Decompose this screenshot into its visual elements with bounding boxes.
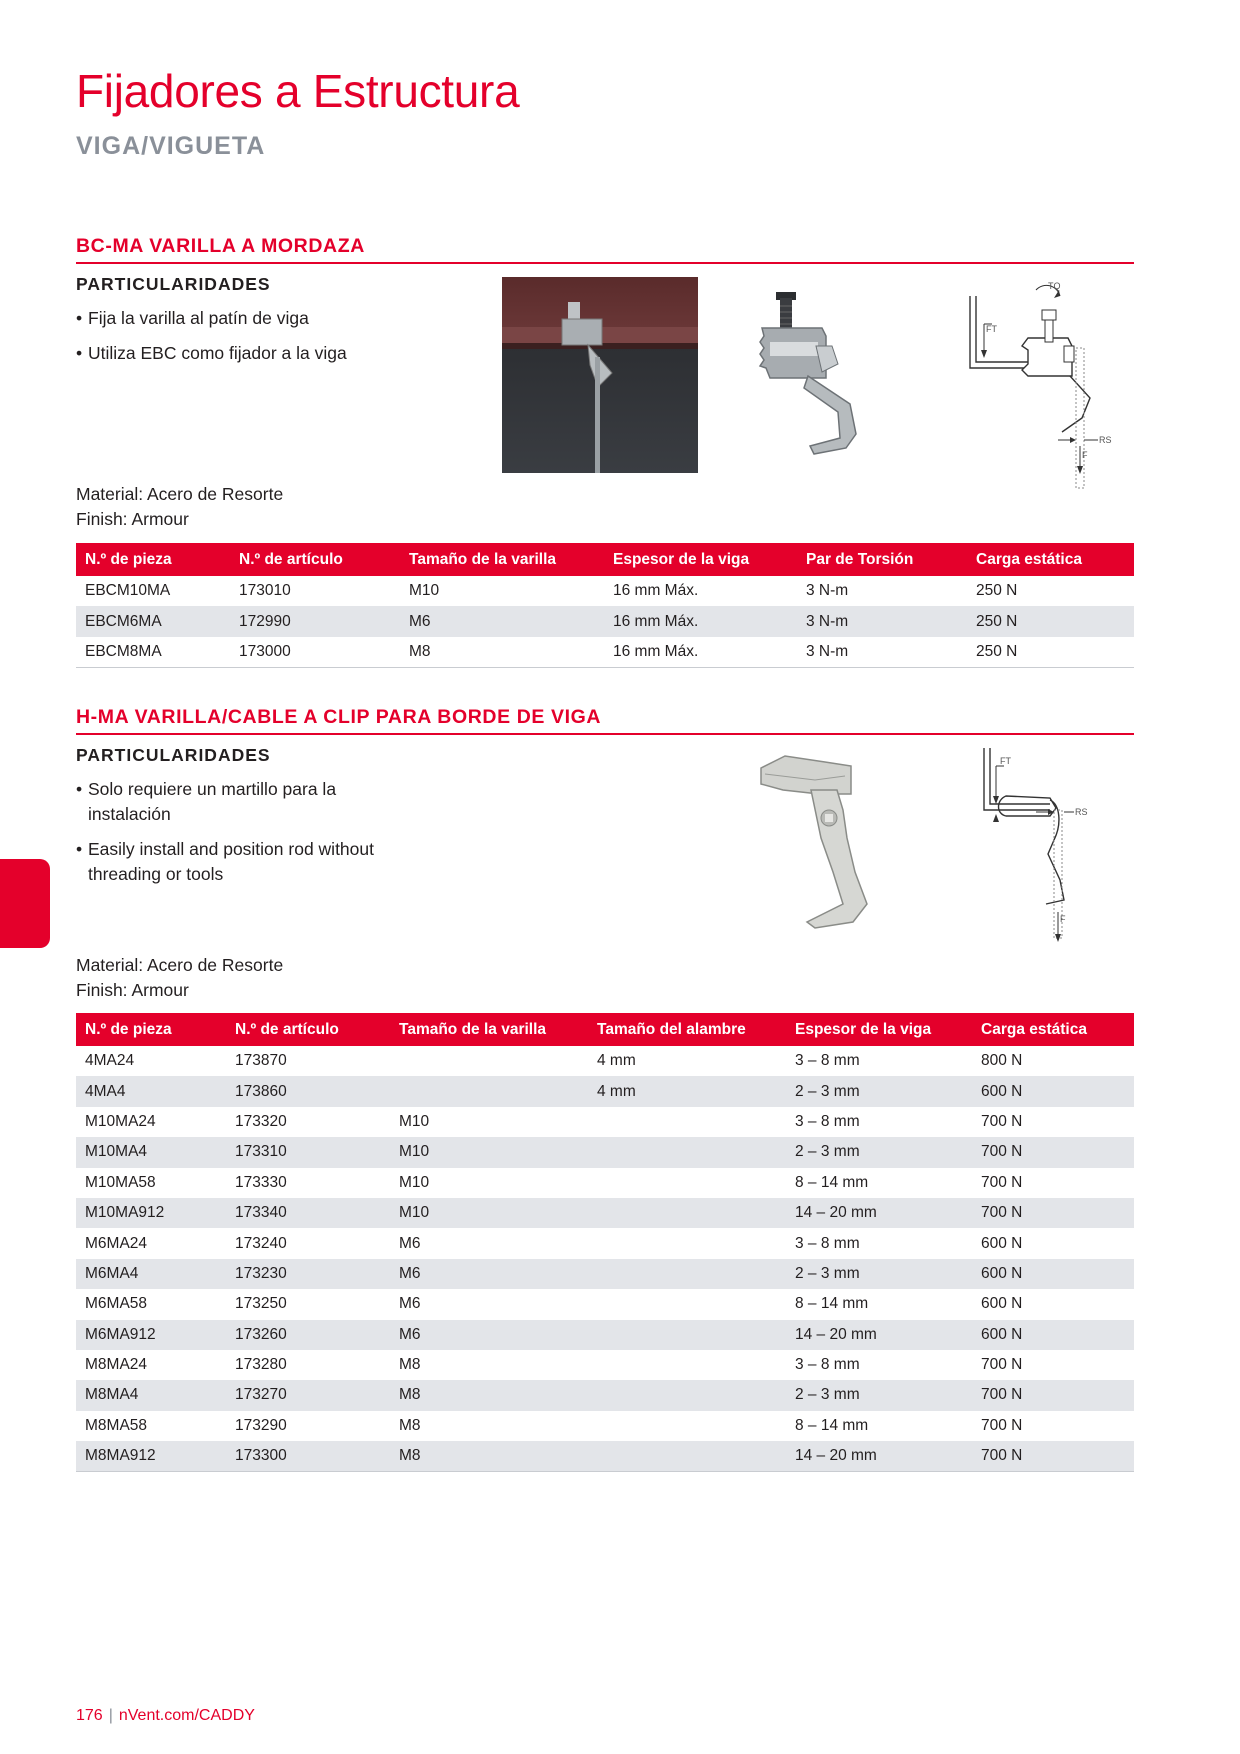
footer-link[interactable]: nVent.com/CADDY xyxy=(118,1707,255,1724)
diagram-label-ft: FT xyxy=(986,324,997,334)
table-header: N.º de artículo xyxy=(230,543,400,576)
table-cell: M8 xyxy=(399,1416,421,1434)
table-cell: 172990 xyxy=(230,606,400,636)
section2-spec-table xyxy=(76,1013,1134,1472)
table-cell: 4MA4 xyxy=(76,1076,226,1106)
table-cell: 4 mm xyxy=(588,1076,786,1106)
table-cell: 173240 xyxy=(235,1234,287,1252)
table-cell: 173280 xyxy=(235,1356,287,1374)
table-cell: 14 – 20 mm xyxy=(786,1441,972,1472)
table-cell: 3 – 8 mm xyxy=(795,1234,860,1252)
table-header: Tamaño de la varilla xyxy=(390,1013,588,1046)
table-cell: 173320 xyxy=(235,1112,287,1130)
table-row xyxy=(76,576,1134,606)
table-cell: M6 xyxy=(399,1295,421,1313)
table-cell: EBCM10MA xyxy=(85,582,171,600)
table-cell xyxy=(588,1350,786,1380)
table-header: Carga estática xyxy=(967,543,1134,576)
table-cell: M8 xyxy=(390,1441,588,1472)
table-cell: 3 – 8 mm xyxy=(795,1112,860,1130)
table-cell xyxy=(390,1046,588,1076)
page-footer xyxy=(76,1707,255,1725)
table-row xyxy=(76,1228,1134,1258)
table-cell: 600 N xyxy=(981,1234,1023,1252)
table-header: Espesor de la viga xyxy=(786,1013,972,1046)
table-cell: 173250 xyxy=(235,1295,287,1313)
table-cell xyxy=(588,1168,786,1198)
section2-feature-list xyxy=(76,777,376,897)
table-cell: M8MA912 xyxy=(76,1441,226,1472)
table-cell: 250 N xyxy=(967,606,1134,636)
table-cell: M8MA4 xyxy=(76,1380,226,1410)
table-cell: 600 N xyxy=(972,1259,1134,1289)
section1-spec-table xyxy=(76,543,1134,668)
table-cell: 173230 xyxy=(226,1259,390,1289)
beam-clamp-product-image xyxy=(752,288,864,460)
table-cell xyxy=(588,1380,786,1410)
table-cell xyxy=(588,1137,786,1167)
table-header: Tamaño de la varilla xyxy=(400,543,604,576)
table-cell: 4 mm xyxy=(597,1052,636,1070)
section1-finish: Finish: Armour xyxy=(76,509,189,529)
table-header: Carga estática xyxy=(972,1013,1134,1046)
table-row xyxy=(76,1350,1134,1380)
table-cell: 173290 xyxy=(235,1416,287,1434)
table-cell xyxy=(588,1411,786,1441)
table-cell: M8 xyxy=(400,637,604,668)
diagram-label-f: F xyxy=(1082,450,1088,460)
table-cell: M6MA24 xyxy=(85,1234,148,1252)
table-cell: 800 N xyxy=(981,1052,1023,1070)
table-cell: 173270 xyxy=(226,1380,390,1410)
table-cell xyxy=(390,1076,588,1106)
table-cell: 2 – 3 mm xyxy=(786,1259,972,1289)
table-row xyxy=(76,637,1134,668)
table-cell: 700 N xyxy=(981,1416,1023,1434)
table-cell: M10 xyxy=(399,1112,430,1130)
table-cell: M8 xyxy=(390,1380,588,1410)
table-row xyxy=(76,1411,1134,1441)
table-cell: 14 – 20 mm xyxy=(786,1320,972,1350)
table-cell: 8 – 14 mm xyxy=(795,1295,869,1313)
table-row xyxy=(76,1320,1134,1350)
table-cell: M10MA4 xyxy=(76,1137,226,1167)
table-cell xyxy=(588,1198,786,1228)
table-cell: M10 xyxy=(399,1173,430,1191)
table-header-row xyxy=(76,543,1134,576)
table-cell: 4MA24 xyxy=(85,1052,135,1070)
table-row xyxy=(76,1168,1134,1198)
table-cell: 3 – 8 mm xyxy=(795,1356,860,1374)
table-cell: 600 N xyxy=(972,1320,1134,1350)
table-cell: 173340 xyxy=(226,1198,390,1228)
table-cell: 700 N xyxy=(981,1356,1023,1374)
table-header: N.º de pieza xyxy=(76,543,230,576)
table-cell xyxy=(588,1441,786,1472)
table-header: N.º de artículo xyxy=(226,1013,390,1046)
feature-bullet: • Utiliza EBC como fijador a la viga xyxy=(76,341,416,366)
table-cell xyxy=(588,1107,786,1137)
table-cell: 250 N xyxy=(967,637,1134,668)
table-cell: 173260 xyxy=(226,1320,390,1350)
table-cell: 700 N xyxy=(972,1198,1134,1228)
table-cell: 173300 xyxy=(226,1441,390,1472)
table-cell: 700 N xyxy=(981,1173,1023,1191)
table-cell: M10MA24 xyxy=(85,1112,156,1130)
diagram-label-tq: TQ xyxy=(1048,281,1061,291)
bc-ma-installation-diagram xyxy=(958,276,1112,476)
section2-features-heading: PARTICULARIDADES xyxy=(76,745,271,765)
section2-finish: Finish: Armour xyxy=(76,980,189,1000)
table-cell: 700 N xyxy=(972,1441,1134,1472)
feature-bullet: • Fija la varilla al patín de viga xyxy=(76,306,416,331)
table-row xyxy=(76,1259,1134,1289)
table-cell: 14 – 20 mm xyxy=(786,1198,972,1228)
diagram-label-rs: RS xyxy=(1075,807,1088,817)
feature-bullet: • Solo requiere un martillo para la instalación xyxy=(76,777,376,827)
table-cell: 8 – 14 mm xyxy=(795,1416,869,1434)
table-header-row xyxy=(76,1013,1134,1046)
diagram-label-rs: RS xyxy=(1099,435,1112,445)
table-row xyxy=(76,1380,1134,1410)
table-cell: 173330 xyxy=(235,1173,287,1191)
section1-features-heading: PARTICULARIDADES xyxy=(76,274,271,294)
table-row xyxy=(76,1198,1134,1228)
table-header: Tamaño del alambre xyxy=(588,1013,786,1046)
section1-feature-list xyxy=(76,306,416,376)
table-cell: 2 – 3 mm xyxy=(786,1380,972,1410)
table-header: Espesor de la viga xyxy=(604,543,797,576)
table-cell xyxy=(588,1228,786,1258)
diagram-label-f: F xyxy=(1060,914,1066,924)
table-row xyxy=(76,1046,1134,1076)
table-cell: 700 N xyxy=(972,1380,1134,1410)
table-cell: 700 N xyxy=(981,1112,1023,1130)
section2-divider xyxy=(76,733,1134,735)
table-cell: 600 N xyxy=(981,1295,1023,1313)
table-cell: M8MA24 xyxy=(85,1356,148,1374)
h-ma-installation-diagram xyxy=(960,744,1110,944)
table-cell: 3 N-m xyxy=(797,637,967,668)
table-cell: 600 N xyxy=(972,1076,1134,1106)
table-cell: 16 mm Máx. xyxy=(604,637,797,668)
table-cell: 8 – 14 mm xyxy=(795,1173,869,1191)
table-row xyxy=(76,1137,1134,1167)
table-cell: 2 – 3 mm xyxy=(786,1137,972,1167)
table-cell: 173860 xyxy=(226,1076,390,1106)
table-cell: M6 xyxy=(390,1320,588,1350)
table-cell: M6MA58 xyxy=(85,1295,148,1313)
table-cell: 173010 xyxy=(239,582,291,600)
feature-bullet: • Easily install and position rod without threading or tools xyxy=(76,837,376,887)
diagram-label-ft: FT xyxy=(1000,756,1011,766)
table-row xyxy=(76,606,1134,636)
table-header: Par de Torsión xyxy=(797,543,967,576)
table-cell: EBCM6MA xyxy=(76,606,230,636)
table-cell: M6 xyxy=(390,1259,588,1289)
table-cell: M6 xyxy=(400,606,604,636)
flange-clip-product-image xyxy=(755,754,885,930)
installed-clamp-photo xyxy=(502,277,698,473)
table-cell: M10 xyxy=(409,582,440,600)
table-cell: 700 N xyxy=(972,1137,1134,1167)
table-cell: 16 mm Máx. xyxy=(613,582,699,600)
table-cell: 3 N-m xyxy=(806,582,849,600)
table-cell: EBCM8MA xyxy=(76,637,230,668)
table-cell: 2 – 3 mm xyxy=(786,1076,972,1106)
page-subtitle: VIGA/VIGUETA xyxy=(76,132,266,160)
footer-separator: | xyxy=(108,1707,113,1724)
table-row xyxy=(76,1076,1134,1106)
section1-material: Material: Acero de Resorte xyxy=(76,484,284,504)
page-number: 176 xyxy=(76,1707,103,1724)
table-cell: M8 xyxy=(399,1356,421,1374)
table-cell: M8MA58 xyxy=(85,1416,148,1434)
chapter-side-tab xyxy=(0,859,50,948)
table-header: N.º de pieza xyxy=(76,1013,226,1046)
section2-material: Material: Acero de Resorte xyxy=(76,955,284,975)
table-cell: M10MA58 xyxy=(85,1173,156,1191)
table-cell: M10 xyxy=(390,1198,588,1228)
table-cell: M6MA912 xyxy=(76,1320,226,1350)
table-cell: 3 N-m xyxy=(797,606,967,636)
section1-title: BC-MA VARILLA A MORDAZA xyxy=(76,235,365,257)
table-row xyxy=(76,1107,1134,1137)
table-cell: 16 mm Máx. xyxy=(604,606,797,636)
table-cell: 3 – 8 mm xyxy=(795,1052,860,1070)
table-cell: 173870 xyxy=(235,1052,287,1070)
table-cell: 173000 xyxy=(230,637,400,668)
table-cell xyxy=(588,1259,786,1289)
table-row xyxy=(76,1441,1134,1472)
section1-divider xyxy=(76,262,1134,264)
table-cell: M10 xyxy=(390,1137,588,1167)
table-row xyxy=(76,1289,1134,1319)
section2-title: H-MA VARILLA/CABLE A CLIP PARA BORDE DE VIGA xyxy=(76,706,602,728)
table-cell xyxy=(588,1320,786,1350)
table-cell: M10MA912 xyxy=(76,1198,226,1228)
table-cell: 173310 xyxy=(226,1137,390,1167)
table-cell: M6 xyxy=(399,1234,421,1252)
table-cell xyxy=(588,1289,786,1319)
table-cell: M6MA4 xyxy=(76,1259,226,1289)
table-cell: 250 N xyxy=(976,582,1018,600)
page-title: Fijadores a Estructura xyxy=(76,65,520,117)
